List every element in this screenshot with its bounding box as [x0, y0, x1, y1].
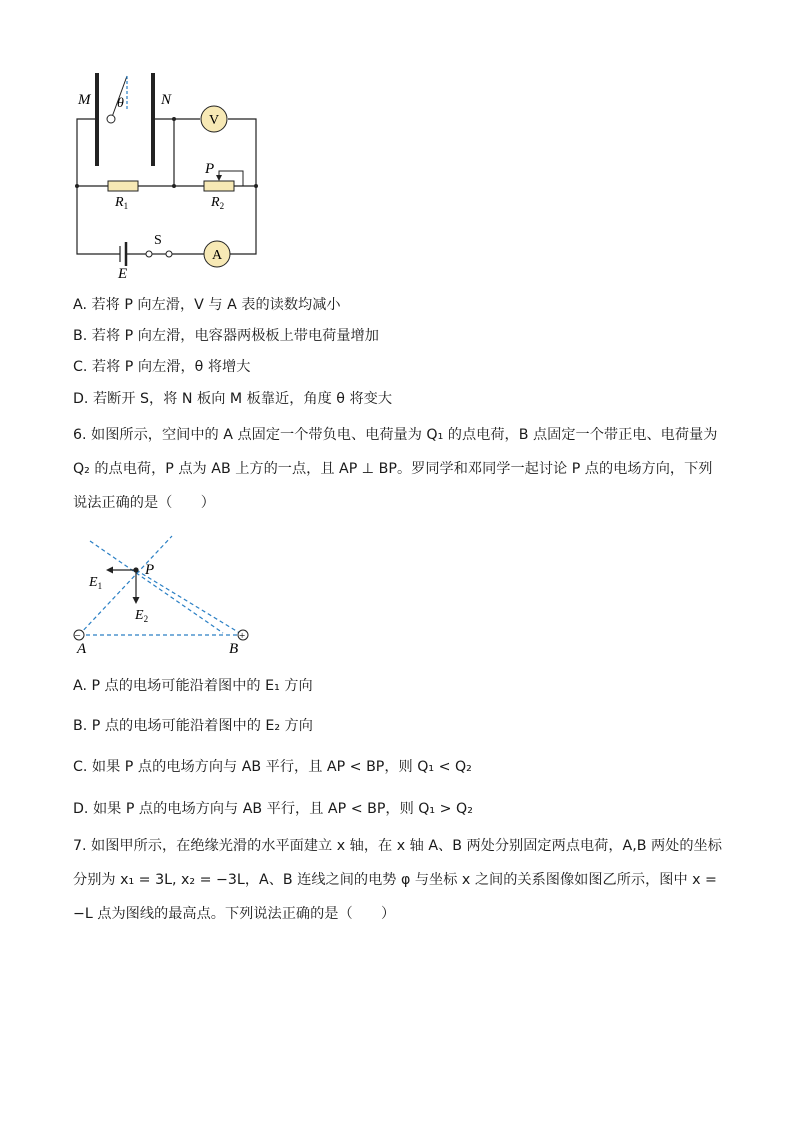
label-e2: $E_2$: [135, 608, 149, 624]
label-v: V: [209, 113, 220, 128]
label-n: N: [161, 92, 172, 108]
label-r1: $R_1$: [115, 195, 129, 211]
label-a: A: [212, 248, 223, 263]
q6-option-c: C. 如果 P 点的电场方向与 AB 平行，且 AP < BP，则 Q₁ < Q₂: [73, 759, 472, 775]
q5-option-c: C. 若将 P 向左滑，θ 将增大: [73, 359, 251, 375]
label-m: M: [78, 92, 91, 108]
svg-text:+: +: [239, 630, 246, 642]
charged-ball: [107, 115, 115, 123]
label-b: B: [229, 641, 239, 657]
svg-text:−: −: [74, 630, 81, 642]
label-a: A: [77, 641, 87, 657]
resistor-r1: [108, 181, 138, 191]
label-s: S: [154, 233, 162, 248]
circuit-diagram: [70, 64, 270, 286]
q7-stem: 7. 如图甲所示，在绝缘光滑的水平面建立 x 轴，在 x 轴 A、B 两处分别固定两点电荷，A,B 两处的坐标分别为 x₁ = 3L, x₂ = −3L，A、B 连线之间的电势 φ 与坐标 x 之间的关系图像如图乙所示，图中 x = −L 点为图线的最高点。下列说法正确的是（ ）: [73, 838, 722, 922]
q5-option-d: D. 若断开 S，将 N 板向 M 板靠近，角度 θ 将变大: [73, 391, 393, 407]
label-p: P: [205, 161, 215, 177]
label-e: E: [118, 266, 128, 282]
q5-option-a: A. 若将 P 向左滑，V 与 A 表的读数均减小: [73, 297, 341, 313]
point-p: [133, 567, 138, 572]
label-e1: $E_1$: [89, 575, 103, 591]
q6-option-a: A. P 点的电场可能沿着图中的 E₁ 方向: [73, 678, 313, 694]
q6-stem: 6. 如图所示，空间中的 A 点固定一个带负电、电荷量为 Q₁ 的点电荷，B 点固定一个带正电、电荷量为 Q₂ 的点电荷，P 点为 AB 上方的一点，且 AP ⊥ BP。罗同学和邓同学一起讨论 P 点的电场方向，下列说法正确的是（ ）: [73, 427, 718, 511]
q5-option-b: B. 若将 P 向左滑，电容器两极板上带电荷量增加: [73, 328, 379, 344]
label-p: P: [145, 562, 155, 578]
q6-option-d: D. 如果 P 点的电场方向与 AB 平行，且 AP < BP，则 Q₁ > Q₂: [73, 801, 473, 817]
label-r2: $R_2$: [211, 195, 225, 211]
q6-option-b: B. P 点的电场可能沿着图中的 E₂ 方向: [73, 718, 313, 734]
arrow-e1: [106, 567, 113, 574]
q6-figure: [70, 533, 260, 658]
arrow-e2: [133, 597, 140, 604]
rheostat-r2: [204, 181, 234, 191]
label-theta: θ: [117, 96, 124, 111]
